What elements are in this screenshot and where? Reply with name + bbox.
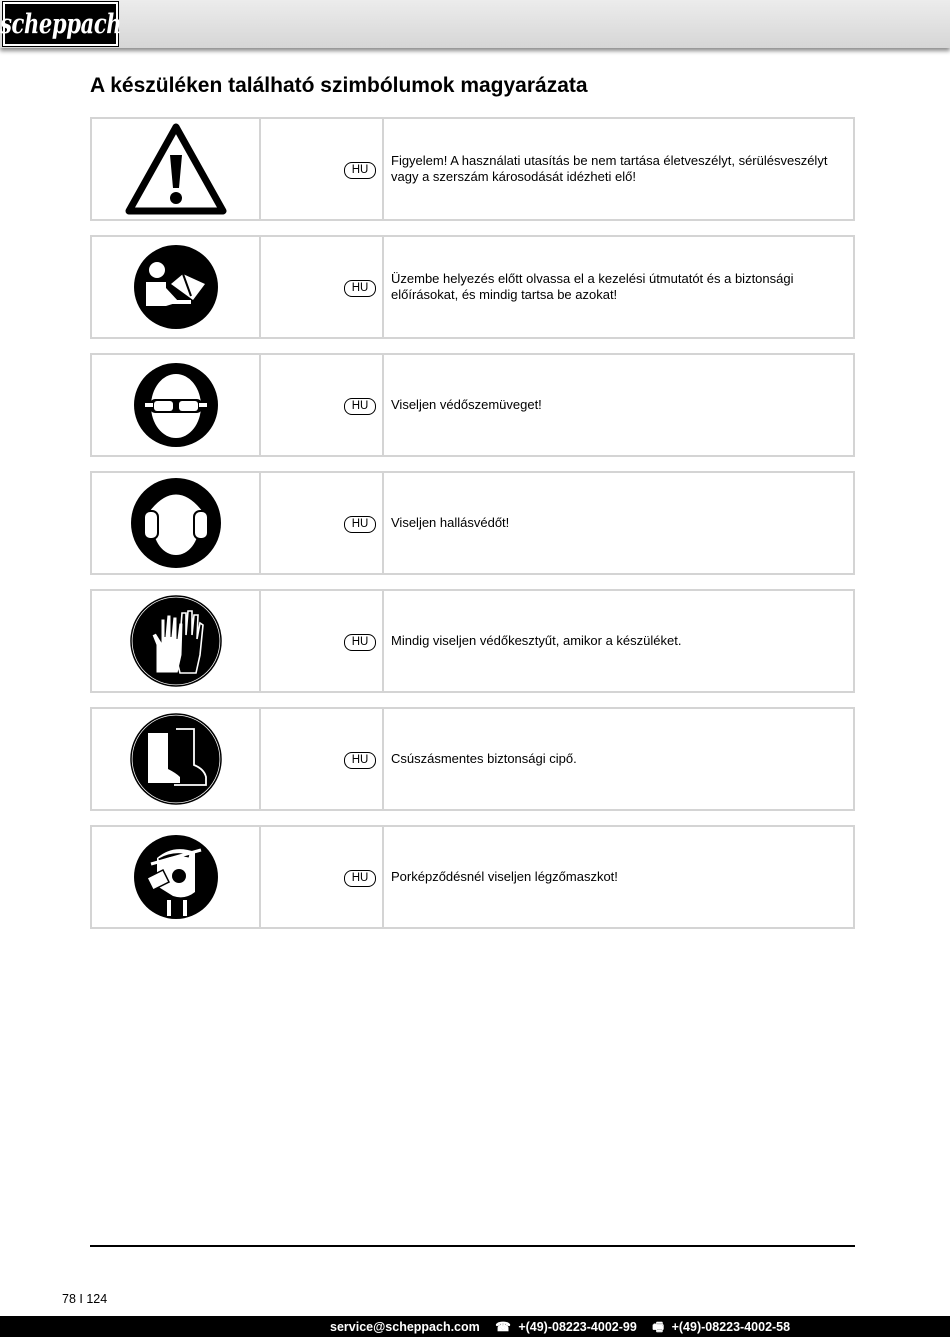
symbol-row-boots [90, 707, 855, 811]
language-badge: HU [344, 162, 376, 179]
dust-mask-icon [133, 834, 219, 920]
phone-icon: ☎ [495, 1320, 511, 1334]
service-email[interactable]: service@scheppach.com [330, 1320, 480, 1334]
fax-number: +(49)-08223-4002-58 [671, 1320, 791, 1334]
symbol-description: Mindig viseljen védőkesztyűt, amikor a készüléket. [391, 633, 682, 648]
symbol-row-dust-mask [90, 825, 855, 929]
page-header [0, 0, 950, 48]
safety-boots-icon [130, 713, 222, 805]
language-badge: HU [344, 634, 376, 651]
symbol-row-warning [90, 117, 855, 221]
language-badge: HU [344, 398, 376, 415]
contact-info [330, 1318, 794, 1339]
phone-number: +(49)-08223-4002-99 [518, 1320, 637, 1334]
scheppach-logo [0, 2, 122, 46]
fax-icon: 🖷 [652, 1320, 665, 1334]
page-number: 78 I 124 [62, 1292, 108, 1306]
symbol-description: Figyelem! A használati utasítás be nem tartása életveszélyt, sérülésveszélyt vagy a szerszám károsodását idézheti elő! [391, 153, 828, 184]
symbol-description: Viseljen hallásvédőt! [391, 515, 510, 530]
symbol-row-ear-protection [90, 471, 855, 575]
warning-triangle-icon [124, 122, 228, 216]
symbol-table [90, 117, 855, 943]
gloves-icon [130, 595, 222, 687]
logo-text: scheppach [0, 8, 122, 40]
symbol-description: Üzembe helyezés előtt olvassa el a kezelési útmutatót és a biztonsági előírásokat, és mindig tartsa be azokat! [391, 271, 794, 302]
safety-goggles-icon [133, 362, 219, 448]
page-title: A készüléken található szimbólumok magyarázata [90, 74, 588, 97]
ear-protection-icon [130, 477, 222, 569]
symbol-description: Viseljen védőszemüveget! [391, 397, 542, 412]
language-badge: HU [344, 870, 376, 887]
language-badge: HU [344, 280, 376, 297]
symbol-row-goggles [90, 353, 855, 457]
symbol-row-read-manual [90, 235, 855, 339]
language-badge: HU [344, 516, 376, 533]
symbol-description: Porképződésnél viseljen légzőmaszkot! [391, 869, 618, 884]
symbol-description: Csúszásmentes biztonsági cipő. [391, 751, 577, 766]
footer-divider [90, 1245, 855, 1247]
symbol-row-gloves [90, 589, 855, 693]
read-manual-icon [133, 244, 219, 330]
language-badge: HU [344, 752, 376, 769]
